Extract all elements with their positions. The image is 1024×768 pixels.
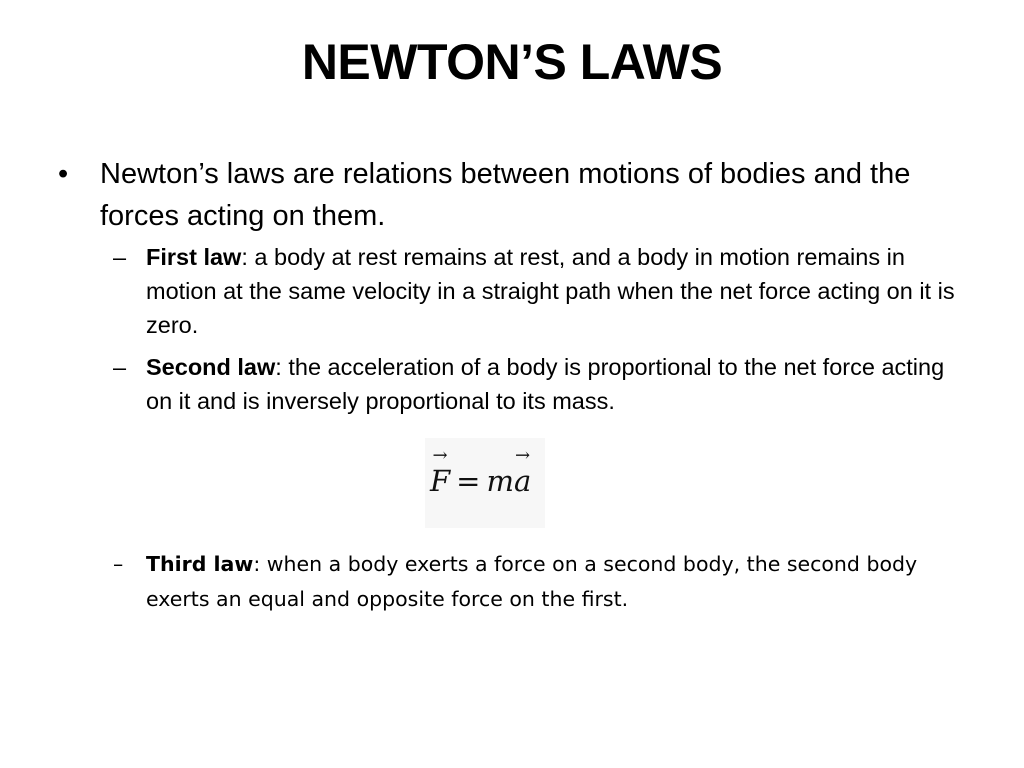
formula-expression: [430, 445, 532, 498]
third-law-item: [113, 547, 963, 617]
acceleration-symbol: a: [513, 464, 532, 498]
second-law-text: [146, 350, 963, 418]
bullet-icon: •: [58, 158, 69, 190]
third-law-text: [146, 547, 963, 617]
vector-arrow-icon: →: [515, 445, 531, 466]
slide-title: NEWTON’S LAWS: [301, 34, 723, 90]
dash-icon: –: [113, 552, 124, 576]
first-law-description: : a body at rest remains at rest, and a body in motion remains in motion at the same velocity in a straight path when the net force acting on it is zero.: [146, 244, 955, 338]
dash-icon: –: [113, 354, 127, 380]
dash-icon: –: [113, 244, 127, 270]
second-law-description: : the acceleration of a body is proportional to the net force acting on it and is inversely proportional to its mass.: [146, 354, 945, 414]
first-law-name: First law: [146, 244, 242, 270]
second-law-name: Second law: [146, 354, 276, 380]
formula-image: [425, 438, 545, 528]
main-bullet-text: Newton’s laws are relations between motions of bodies and the forces acting on them.: [100, 158, 911, 232]
first-law-text: [146, 240, 963, 342]
first-law-item: [113, 240, 963, 342]
equals-sign: =: [456, 464, 481, 498]
force-symbol: F: [430, 464, 451, 498]
acceleration-vector: [513, 445, 532, 498]
force-vector: [430, 445, 451, 498]
main-bullet: [58, 153, 958, 237]
mass-symbol: m: [486, 464, 514, 498]
third-law-description: : when a body exerts a force on a second body, the second body exerts an equal and opposite force on the first.: [146, 552, 918, 611]
third-law-name: Third law: [146, 552, 254, 576]
vector-arrow-icon: →: [432, 445, 448, 466]
second-law-item: [113, 350, 963, 418]
